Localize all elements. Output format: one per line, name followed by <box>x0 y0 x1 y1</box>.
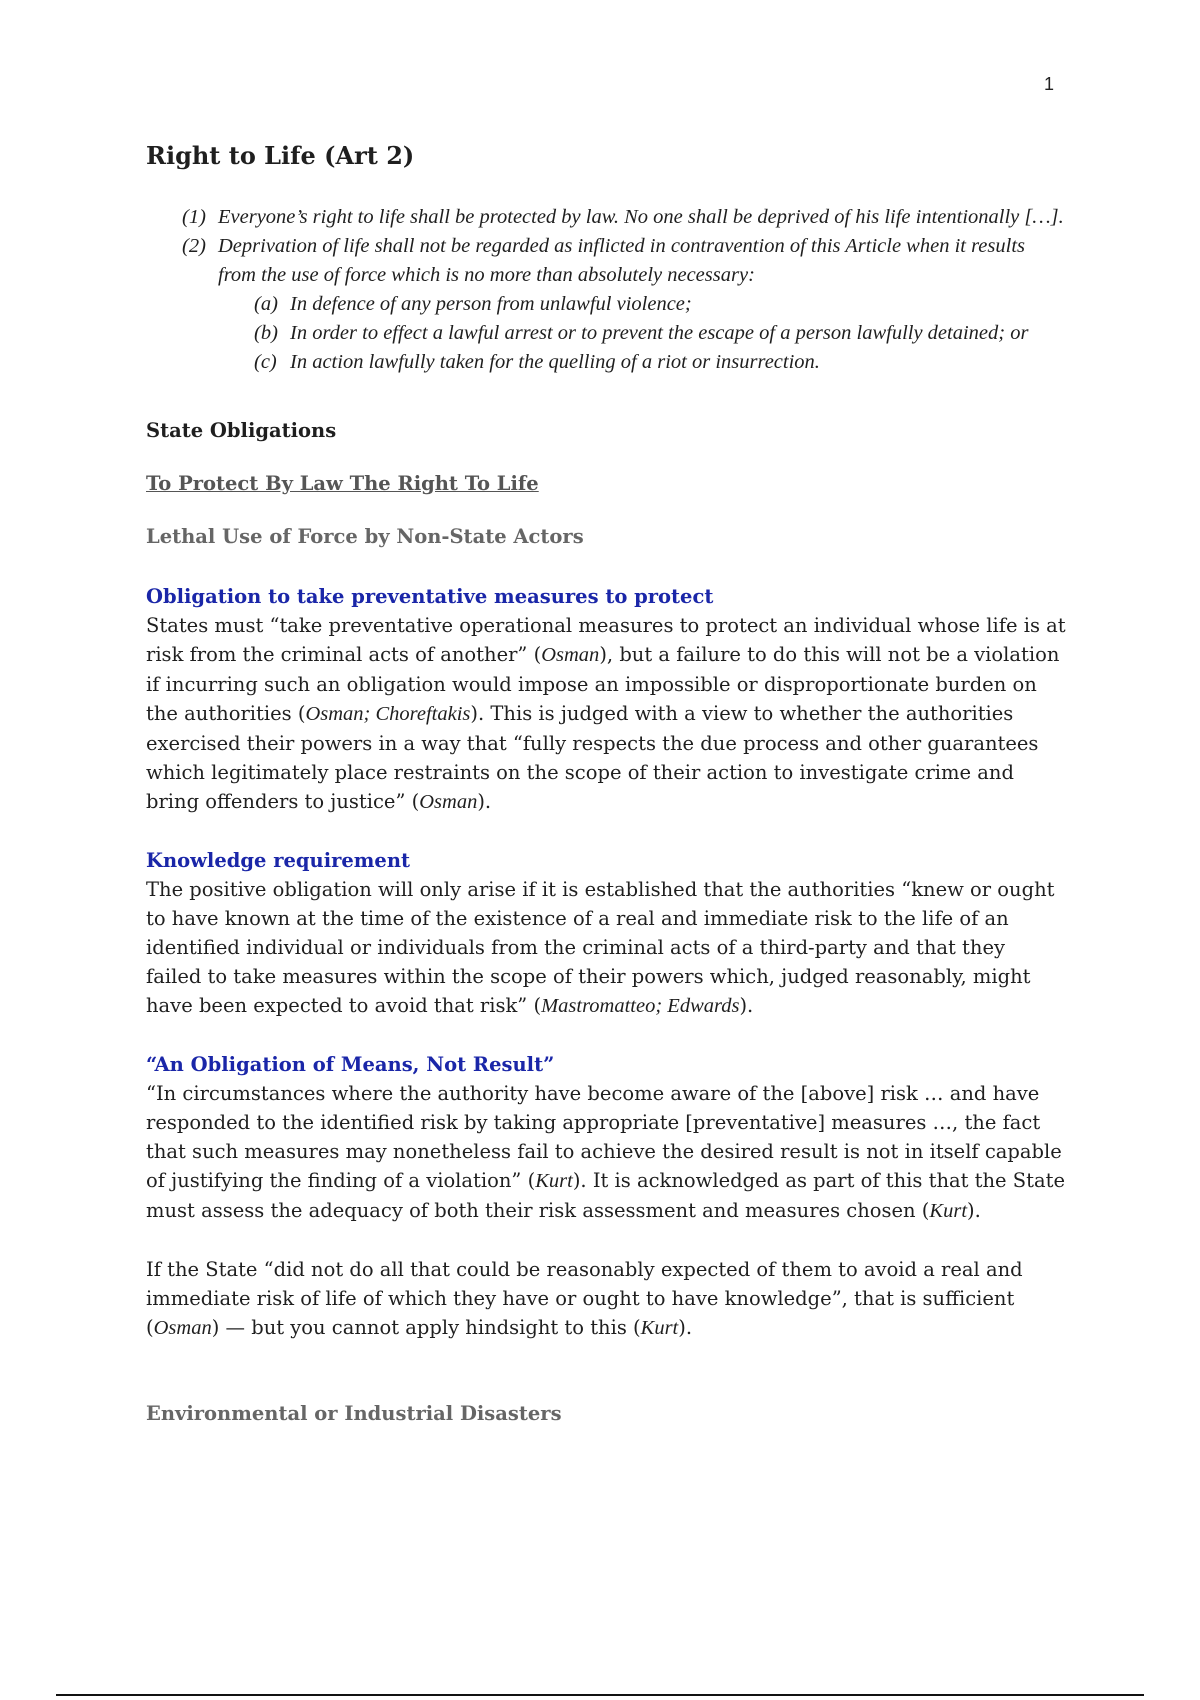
text-run: The positive obligation will only arise if it is established that the authorities “knew or ought to have known at the time of the existence of a real and immediate risk to the life of an identified individual or individuals from the criminal acts of a third-party and that they failed to take measures within the scope of their powers which, judged reasonably, might have been expected to avoid that risk” ( <box>146 878 1055 1018</box>
heading-lethal-force: Lethal Use of Force by Non-State Actors <box>146 525 584 549</box>
document-body <box>146 140 1066 1459</box>
article-subitem-text: In defence of any person from unlawful violence; <box>290 293 692 316</box>
article-item-text: Deprivation of life shall not be regarded as inflicted in contravention of this Article when it results from the use of force which is no more than absolutely necessary: <box>218 235 1026 287</box>
heading-state-obligations: State Obligations <box>146 419 337 443</box>
case-citation: Osman; Choreftakis <box>305 703 471 726</box>
paragraph-preventative <box>146 611 1066 817</box>
case-citation: Osman <box>419 791 478 814</box>
text-run: “In circumstances where the authority have become aware of the [above] risk … and have responded to the identified risk by taking appropriate [preventative] measures …, the fact that such measures may nonetheless fail to achieve the desired result is not in itself capable of justifying the finding of a violation” ( <box>146 1082 1062 1193</box>
article-text-list <box>146 203 1066 377</box>
text-run: ). This is judged with a view to whether the authorities exercised their powers in a way that “fully respects the due process and other guarantees which legitimately place restraints on the scope of their action to investigate crime and bring offenders to justice” ( <box>146 702 1039 814</box>
article-subitem-number: (a) <box>254 293 278 316</box>
text-run: ). <box>739 994 754 1018</box>
article-item-text: Everyone’s right to life shall be protected by law. No one shall be deprived of his life intentionally […]. <box>218 206 1064 229</box>
article-subitem-text: In action lawfully taken for the quelling of a riot or insurrection. <box>290 351 820 374</box>
case-citation: Mastromatteo; Edwards <box>541 995 740 1018</box>
text-run: ). It is acknowledged as part of this that the State must assess the adequacy of both their risk assessment and measures chosen ( <box>146 1169 1065 1223</box>
text-run: If the State “did not do all that could be reasonably expected of them to avoid a real and immediate risk of life of which they have or ought to have knowledge”, that is sufficient ( <box>146 1258 1023 1340</box>
article-subitem <box>146 348 1066 377</box>
text-run: ). <box>678 1316 693 1340</box>
heading-protect-by-law: To Protect By Law The Right To Life <box>146 472 539 496</box>
article-subitem-text: In order to effect a lawful arrest or to prevent the escape of a person lawfully detained; or <box>290 322 1029 345</box>
paragraph-obligation-of-means <box>146 1079 1066 1226</box>
heading-knowledge-requirement: Knowledge requirement <box>146 849 411 873</box>
article-item-number: (1) <box>182 206 206 229</box>
text-run: States must “take preventative operational measures to protect an individual whose life is at risk from the criminal acts of another” ( <box>146 614 1066 667</box>
case-citation: Kurt <box>535 1170 573 1193</box>
heading-obligation-of-means: “An Obligation of Means, Not Result” <box>146 1053 555 1077</box>
case-citation: Osman <box>153 1317 212 1340</box>
article-subitem-number: (c) <box>254 351 277 374</box>
heading-preventative-measures: Obligation to take preventative measures to protect <box>146 585 714 609</box>
text-run: ), but a failure to do this will not be a violation if incurring such an obligation would impose an impossible or disproportionate burden on the authorities ( <box>146 643 1060 726</box>
case-citation: Kurt <box>640 1317 679 1340</box>
article-item-number: (2) <box>182 235 206 258</box>
text-run: ). <box>477 790 492 814</box>
spacer <box>146 1372 1066 1402</box>
page-bottom-divider <box>56 1694 1144 1696</box>
case-citation: Osman <box>541 644 600 667</box>
paragraph-hindsight <box>146 1255 1066 1343</box>
article-item <box>146 232 1066 290</box>
paragraph-knowledge <box>146 875 1066 1021</box>
heading-environmental-disasters: Environmental or Industrial Disasters <box>146 1402 562 1426</box>
case-citation: Kurt <box>929 1200 968 1223</box>
article-subitem <box>146 319 1066 348</box>
page-number: 1 <box>1043 74 1054 94</box>
text-run: ). <box>967 1199 981 1223</box>
text-run: ) — but you cannot apply hindsight to this ( <box>211 1316 641 1340</box>
article-subitem <box>146 290 1066 319</box>
article-item <box>146 203 1066 232</box>
document-title: Right to Life (Art 2) <box>146 141 415 170</box>
article-subitem-number: (b) <box>254 322 278 345</box>
